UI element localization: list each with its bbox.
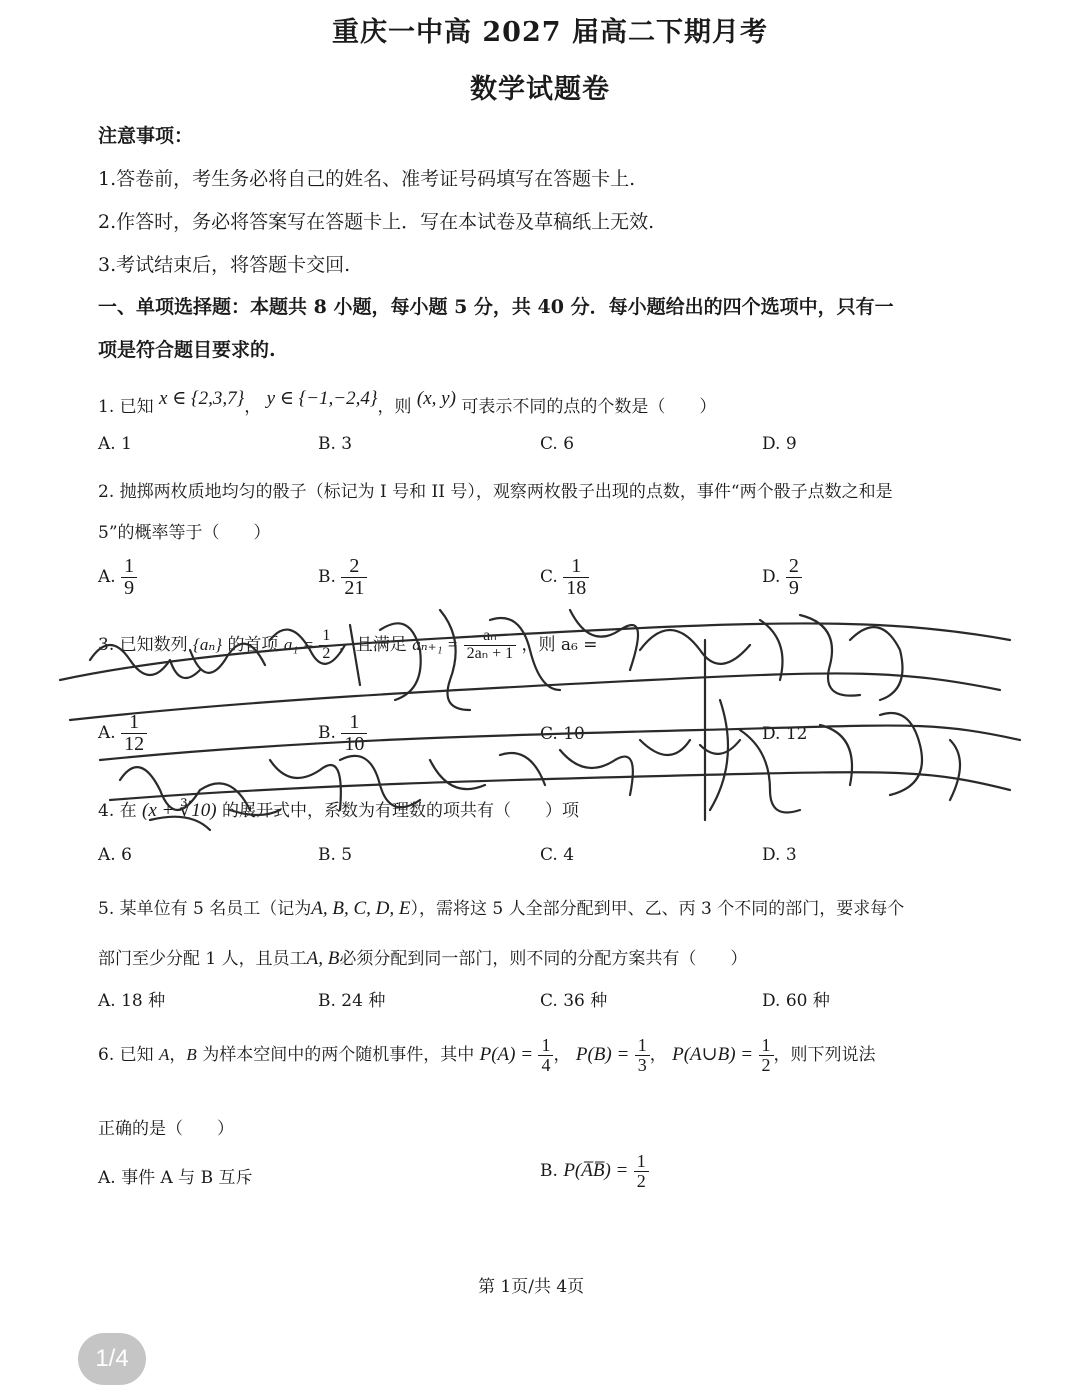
section-heading-line1: 一、单项选择题：本题共 8 小题，每小题 5 分，共 40 分．每小题给出的四个选项中，只有一 [98, 296, 894, 318]
q4-expr: (x + ∛10) [142, 800, 217, 821]
q2-c-den: 18 [566, 577, 587, 599]
q5-line1-c: ），需将这 5 人全部分配到甲、乙、丙 3 个不同的部门，要求每个 [410, 899, 905, 919]
notice-item-1: 1.答卷前，考生务必将自己的姓名、准考证号码填写在答题卡上. [98, 168, 636, 190]
q6-pa: P(A) = [479, 1043, 534, 1065]
q1-point: (x, y) [416, 388, 456, 409]
q6-p4: ，则下列说法 [773, 1044, 876, 1065]
scribble-stroke-vertical [705, 640, 728, 820]
q3-option-a-label: A. [98, 723, 116, 743]
q4-option-b: B. 5 [318, 845, 353, 865]
q6-pa-den: 4 [541, 1054, 551, 1075]
q3-option-b [318, 712, 367, 755]
q3-mid1: 的首项 [227, 634, 279, 655]
q5-line2-a: 部门至少分配 1 人，且员工 [98, 949, 307, 969]
q6-line1: 6. 已知 A，B 为样本空间中的两个随机事件，其中 P(A) = $\frac{1}{4}$ ， P(B) = $\frac{1}{3}$ ， P(A∪B) = $\frac{1}{2}$ ，则下列说法 [98, 1035, 876, 1075]
q3-b-num: 1 [341, 712, 367, 734]
q3-seq: {aₙ} [193, 634, 223, 654]
page-indicator[interactable]: 1/4 [78, 1333, 146, 1385]
q3-prefix: 3. 已知数列 [98, 634, 188, 655]
section-heading-line2: 项是符合题目要求的. [98, 339, 276, 361]
q4-option-d: D. 3 [762, 845, 797, 865]
q2-d-num: 2 [786, 556, 802, 578]
q2-option-b [318, 556, 367, 599]
q3-option-a [98, 712, 147, 755]
q4-suffix: 的展开式中，系数为有理数的项共有（ ）项 [221, 801, 579, 821]
q1-mid: ，则 [377, 397, 412, 417]
q3-option-a-fraction [121, 712, 147, 755]
q3-first: a₁ = [283, 634, 314, 654]
q2-option-d-label: D. [762, 567, 781, 587]
q1-option-c: C. 6 [540, 434, 575, 454]
notice-heading: 注意事项： [98, 125, 194, 147]
q3-first-num: 1 [319, 628, 333, 646]
q2-option-c [540, 556, 589, 599]
q5-option-b: B. 24 种 [318, 991, 386, 1011]
q6-pab-den: 2 [761, 1054, 771, 1075]
exam-title: 重庆一中高 2027 届高二下期月考 [332, 17, 768, 48]
q6-p2: ， [169, 1044, 187, 1065]
q6-pab-num: 1 [759, 1036, 774, 1056]
q6-pa-num: 1 [538, 1036, 553, 1056]
q6-option-b-label: B. [540, 1160, 558, 1181]
q1-suffix: 可表示不同的点的个数是（ ） [461, 397, 717, 417]
q5-option-a: A. 18 种 [98, 991, 166, 1011]
q3-option-b-label: B. [318, 723, 336, 743]
q2-option-d [762, 556, 802, 599]
q3-a-den: 12 [124, 733, 145, 755]
q2-option-d-fraction [786, 556, 802, 599]
q2-a-den: 9 [124, 577, 135, 599]
scribble-line-2 [70, 673, 1000, 720]
q3-suffix: ，则 a₆ = [521, 634, 598, 655]
q1-prefix: 1. 已知 [98, 397, 154, 417]
q2-option-a-label: A. [98, 567, 116, 587]
q5-option-c: C. 36 种 [540, 991, 608, 1011]
q5-line1-vars: A, B, C, D, E [311, 898, 411, 919]
q2-a-num: 1 [121, 556, 137, 578]
q3-option-c: C. 10 [540, 724, 585, 744]
q6-pb-num: 1 [635, 1036, 650, 1056]
scribble-char-8 [560, 740, 740, 795]
q6-p3: 为样本空间中的两个随机事件，其中 [202, 1044, 475, 1065]
q5-line2 [98, 944, 747, 970]
q4-option-c: C. 4 [540, 845, 575, 865]
notice-item-2: 2.作答时，务必将答案写在答题卡上．写在本试卷及草稿纸上无效. [98, 211, 655, 233]
q6-option-b-fraction [634, 1152, 649, 1191]
q4-option-a: A. 6 [98, 845, 132, 865]
q5-line1-a: 5. 某单位有 5 名员工（记为 [98, 899, 312, 919]
q1-set-x: x ∈ {2,3,7} [159, 388, 245, 409]
q6-optb-den: 2 [636, 1170, 646, 1191]
q6-pab-fraction [759, 1036, 774, 1075]
q6-option-a: A. 事件 A 与 B 互斥 [98, 1168, 253, 1188]
q6-optb-num: 1 [634, 1152, 649, 1172]
q2-option-a-fraction [121, 556, 137, 599]
q3-first-den: 2 [322, 644, 331, 662]
q6-p1: 6. 已知 [98, 1044, 154, 1065]
q5-line1 [98, 894, 904, 920]
q3-b-den: 10 [344, 733, 365, 755]
q3-option-b-fraction [341, 712, 367, 755]
q6-pb: P(B) = [575, 1043, 630, 1065]
q6-pb-fraction [635, 1036, 650, 1075]
page-footer: 第 1页/共 4页 [478, 1277, 585, 1297]
q1-option-a: A. 1 [98, 434, 132, 454]
q6-pab: P(A∪B) = [672, 1043, 754, 1065]
q6-b: B [186, 1044, 197, 1064]
q2-line1: 2. 抛掷两枚质地均匀的骰子（标记为 I 号和 II 号），观察两枚骰子出现的点数，事件“两个骰子点数之和是 [98, 482, 893, 502]
q1-option-d: D. 9 [762, 434, 797, 454]
question-4 [98, 796, 579, 822]
q2-line2: 5”的概率等于（ ） [98, 523, 271, 543]
q6-line2: 正确的是（ ） [98, 1119, 234, 1139]
q2-option-c-label: C. [540, 567, 558, 587]
q3-option-d: D. 12 [762, 724, 808, 744]
q2-option-a [98, 556, 137, 599]
q2-b-den: 21 [344, 577, 365, 599]
q2-d-den: 9 [788, 577, 799, 599]
q2-option-c-fraction [563, 556, 589, 599]
q3-rec-num: aₙ [464, 628, 517, 646]
q5-line2-c: 必须分配到同一部门，则不同的分配方案共有（ ） [339, 949, 748, 969]
q6-pa-fraction [538, 1036, 553, 1075]
q5-line2-vars: A, B [306, 948, 340, 969]
q1-set-y: y ∈ {−1,−2,4} [266, 388, 378, 409]
q3-recurrence: aₙ₊₁ = [412, 634, 459, 654]
q3-rec-fraction [464, 628, 517, 663]
q6-option-b-expr: P(A̅B̅) = [563, 1159, 629, 1181]
q3-a-num: 1 [121, 712, 147, 734]
q1-option-b: B. 3 [318, 434, 353, 454]
q2-c-num: 1 [563, 556, 589, 578]
notice-item-3: 3.考试结束后，将答题卡交回. [98, 254, 351, 276]
q2-option-b-fraction [341, 556, 367, 599]
q6-a: A [159, 1044, 170, 1064]
scribble-char-5 [760, 615, 903, 700]
question-3 [98, 628, 598, 663]
q6-option-b [540, 1152, 649, 1191]
q2-b-num: 2 [341, 556, 367, 578]
q6-pb-den: 3 [637, 1054, 647, 1075]
q3-rec-den: 2aₙ + 1 [466, 644, 514, 662]
exam-subtitle: 数学试题卷 [470, 74, 610, 105]
q1-sep: ， [244, 397, 262, 417]
q2-option-b-label: B. [318, 567, 336, 587]
question-1 [98, 388, 717, 418]
q5-option-d: D. 60 种 [762, 991, 830, 1011]
q3-mid2: ，且满足 [338, 634, 407, 655]
q3-first-fraction [319, 628, 333, 663]
q4-prefix: 4. 在 [98, 801, 137, 821]
